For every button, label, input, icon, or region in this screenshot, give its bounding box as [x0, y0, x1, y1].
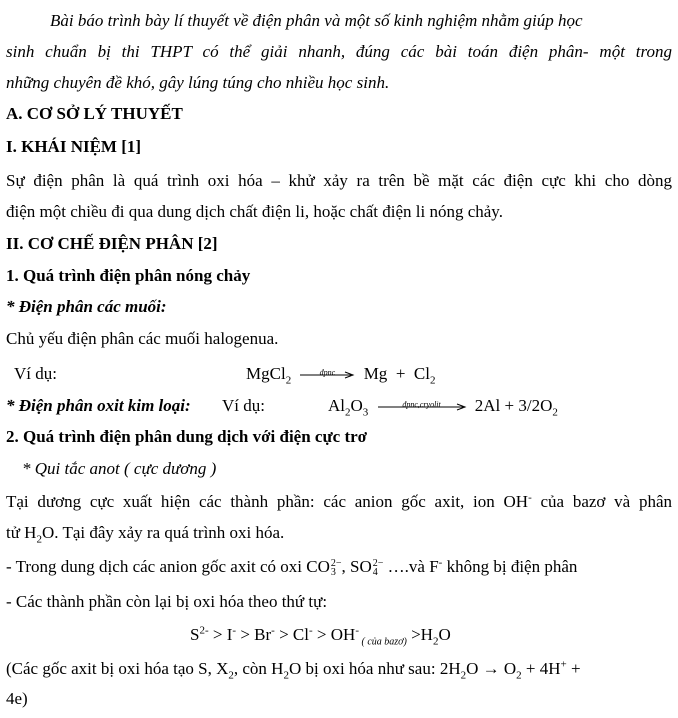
note-c: O bị oxi hóa như sau: 2H: [288, 659, 461, 678]
anode-text-1a: Tại dương cực xuất hiện các thành phần: các anion gốc axit, ion OH: [6, 492, 529, 511]
example2-reactant-sub-1: 2: [345, 406, 351, 419]
note-d: O → O: [466, 659, 517, 678]
note-o-sub: 2: [516, 669, 522, 682]
anode-text-1b: của bazơ và phân: [540, 492, 673, 511]
order-oh: > OH: [312, 625, 356, 644]
order-br-sup: -: [271, 624, 275, 637]
order-h2o: >H: [406, 625, 433, 644]
order-s: S: [190, 625, 200, 644]
example1-equation: [246, 363, 435, 385]
oxide-heading: * Điện phân oxit kim loại:: [6, 396, 191, 415]
note-line-2: 4e): [6, 689, 28, 708]
oh-charge: -: [528, 491, 532, 504]
note-line-1: [6, 658, 581, 680]
co3-sup: 2−: [330, 558, 342, 570]
bullet-1: [6, 556, 577, 578]
section-ii-heading: II. CƠ CHẾ ĐIỆN PHÂN [2]: [6, 234, 218, 253]
intro-line-1-text: Bài báo trình bày lí thuyết về điện phân và một số kinh nghiệm nhằm giúp học: [50, 11, 583, 30]
definition-line-1: Sự điện phân là quá trình oxi hóa – khử xảy ra trên bề mặt các điện cực khi cho dòng: [6, 171, 672, 190]
salt-text: Chủ yếu điện phân các muối halogenua.: [6, 329, 279, 348]
f-charge: -: [438, 556, 443, 569]
note-h2-sub: 2: [460, 669, 467, 682]
intro-line-2: sinh chuẩn bị thi THPT có thể giải nhanh, đúng các bài toán điện phân- một trong: [6, 42, 672, 61]
co3-sub: 3: [330, 567, 336, 579]
order-oh-sup: -: [355, 624, 359, 637]
order-h2o-end: O: [438, 625, 451, 644]
example1-arrow-label: đpnc: [319, 368, 336, 378]
order-i-sup: -: [232, 624, 237, 637]
h2o-sub: 2: [36, 533, 42, 546]
note-a: (Các gốc axit bị oxi hóa tạo S, X: [6, 659, 229, 678]
note-b: , còn H: [233, 659, 284, 678]
subsection-2-heading: 2. Quá trình điện phân dung dịch với điện cực trơ: [6, 427, 368, 446]
order-cl: > Cl: [274, 625, 309, 644]
order-cl-sup: -: [308, 624, 313, 637]
example1-product-2: Cl: [413, 364, 430, 383]
example1-plus: +: [395, 364, 406, 383]
bullet-1-text-a: - Trong dung dịch các anion gốc axit có oxi CO: [6, 557, 330, 576]
order-i: > I: [208, 625, 233, 644]
bullet-1-mid: , SO: [341, 557, 372, 576]
so4-sub: 4: [372, 567, 378, 579]
intro-line-3: những chuyên đề khó, gây lúng túng cho nhiều học sinh.: [6, 73, 390, 92]
oxidation-order: [190, 624, 451, 646]
example1-label: Ví dụ:: [14, 364, 57, 383]
note-h-sub: 2: [283, 669, 289, 682]
anode-text-line-2: [6, 522, 284, 544]
example2-arrow-label: đpnc,cryolit: [402, 400, 441, 410]
salt-heading: * Điện phân các muối:: [6, 297, 167, 316]
subsection-1-heading: 1. Quá trình điện phân nóng chảy: [6, 266, 251, 285]
order-oh-note: ( của bazơ): [358, 636, 407, 648]
example2-equation: [328, 395, 558, 417]
so4-sup: 2−: [372, 558, 384, 570]
note-h-sup: +: [560, 658, 567, 671]
bullet-1-text-b: ….và F: [383, 557, 439, 576]
bullet-2: - Các thành phần còn lại bị oxi hóa theo thứ tự:: [6, 592, 328, 611]
anode-text-2a: tử H: [6, 523, 37, 542]
example1-product-2-sub: 2: [429, 374, 436, 387]
note-f: +: [566, 659, 581, 678]
bullet-1-text-c: không bị điện phân: [442, 557, 578, 576]
so4-charge: [373, 559, 384, 577]
reaction-arrow-icon: [377, 400, 467, 411]
order-s-sup: 2-: [199, 624, 209, 637]
section-a-heading: A. CƠ SỞ LÝ THUYẾT: [6, 104, 183, 123]
note-e: + 4H: [521, 659, 561, 678]
definition-line-2: điện một chiều đi qua dung dịch chất điện li, hoặc chất điện li nóng chảy.: [6, 202, 503, 221]
intro-line-1: [50, 10, 672, 32]
anode-text-line-1: [6, 491, 672, 513]
anode-rule-heading: * Qui tắc anot ( cực dương ): [22, 459, 217, 478]
example1-reactant: MgCl: [246, 364, 286, 383]
section-i-heading: I. KHÁI NIỆM [1]: [6, 137, 142, 156]
example2-reactant-sub-2: 3: [362, 406, 369, 419]
example1-reactant-sub: 2: [285, 374, 292, 387]
example2-reactant-mid: O: [350, 396, 363, 415]
anode-text-2b: O. Tại đây xảy ra quá trình oxi hóa.: [41, 523, 285, 542]
example2-reactant: Al: [328, 396, 345, 415]
note-x-sub: 2: [228, 669, 234, 682]
example1-product-1: Mg: [363, 364, 388, 383]
reaction-arrow-icon: [299, 368, 355, 379]
example2-product-1: 2Al: [474, 396, 501, 415]
example2-product-2-sub: 2: [552, 406, 558, 419]
co3-charge: [331, 559, 342, 577]
example2-product-2: + 3/2O: [504, 396, 553, 415]
order-br: > Br: [236, 625, 272, 644]
example2-label: Ví dụ:: [222, 396, 265, 415]
order-h2o-sub: 2: [432, 635, 439, 648]
